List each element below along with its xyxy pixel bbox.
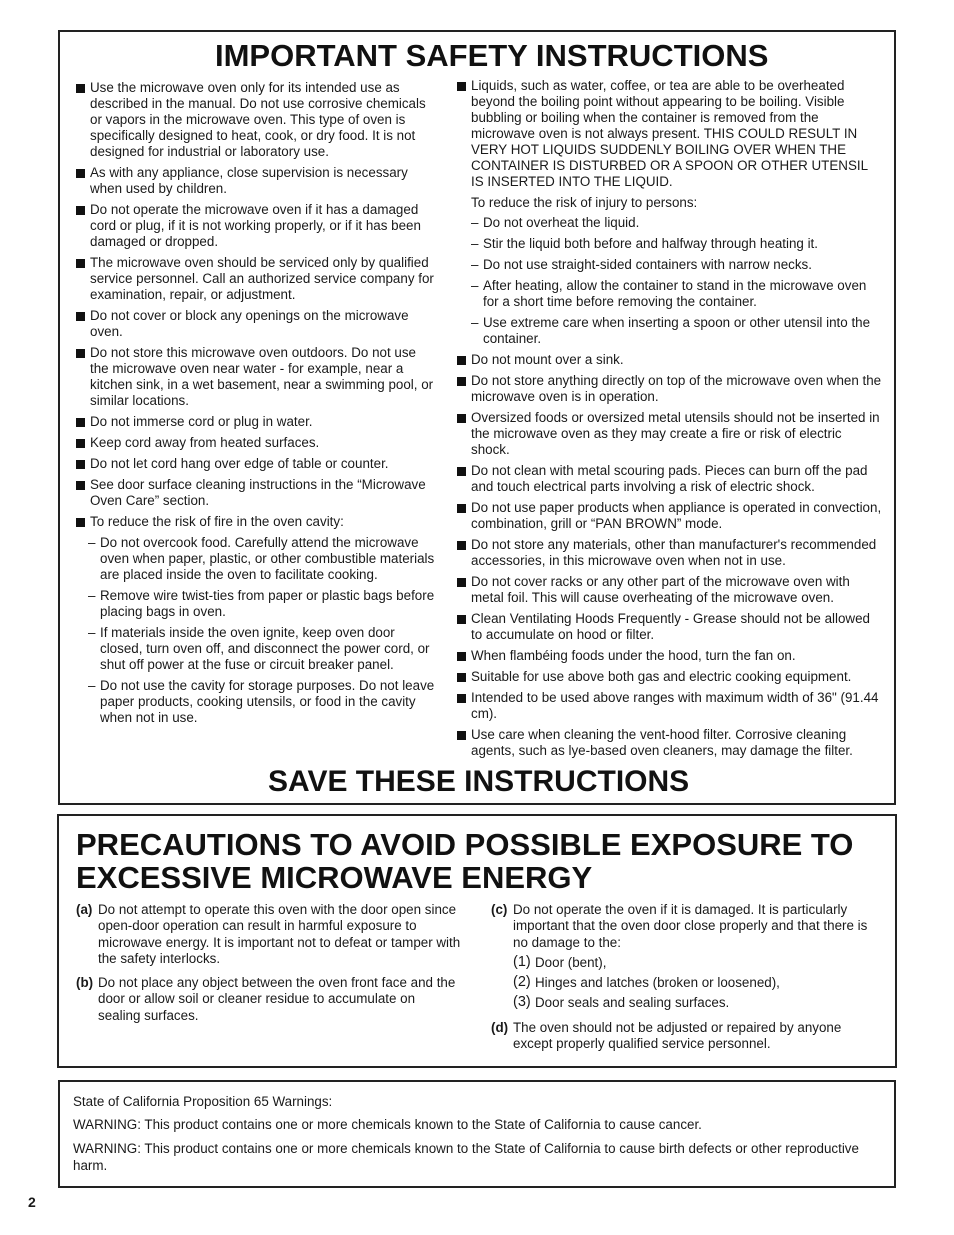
dash-bullet-icon: – <box>471 315 479 330</box>
square-bullet-icon <box>76 169 85 178</box>
dash-item-text: Use extreme care when inserting a spoon or other utensil into the container. <box>483 315 871 346</box>
list-item <box>457 690 882 722</box>
square-bullet-icon <box>457 377 466 386</box>
list-item <box>76 456 436 472</box>
list-item <box>76 165 436 197</box>
list-item-text: As with any appliance, close supervision is necessary when used by children. <box>90 165 408 196</box>
precaution-a-text: Do not attempt to operate this oven with the door open since open-door operation can result in harmful exposure to microwave energy. It is important not to defeat or tamper with the safety interlocks. <box>98 902 461 966</box>
square-bullet-icon <box>76 349 85 358</box>
sub-number: (2) <box>513 974 531 991</box>
precaution-b-label: (b) <box>76 975 94 991</box>
list-item <box>76 345 436 409</box>
sub-number: (1) <box>513 953 531 970</box>
list-item <box>457 410 882 458</box>
dash-item <box>88 588 436 620</box>
list-item-text: Do not store any materials, other than manufacturer's recommended accessories, in this microwave oven when not in use. <box>471 537 877 568</box>
square-bullet-icon <box>76 418 85 427</box>
precaution-c-sub-2 <box>513 975 876 991</box>
square-bullet-icon <box>457 467 466 476</box>
fire-risk-list <box>88 535 436 726</box>
list-item-text: Do not clean with metal scouring pads. Pieces can burn off the pad and touch electrical parts involving a risk of electric shock. <box>471 463 868 494</box>
list-item <box>457 648 882 664</box>
square-bullet-icon <box>457 356 466 365</box>
dash-bullet-icon: – <box>471 257 479 272</box>
dash-bullet-icon: – <box>88 588 96 603</box>
square-bullet-icon <box>76 481 85 490</box>
safety-instructions-box <box>58 30 896 805</box>
dash-item <box>88 625 436 673</box>
list-item-text: Do not let cord hang over edge of table or counter. <box>90 456 389 471</box>
square-bullet-icon <box>76 439 85 448</box>
square-bullet-icon <box>457 414 466 423</box>
dash-item <box>471 257 882 273</box>
liquids-text: Liquids, such as water, coffee, or tea are able to be overheated beyond the boiling point without appearing to be boiling. Visible bubbling or boiling when the container is removed from the microwave oven is not always present. THIS COULD RESULT IN VERY HOT LIQUIDS SUDDENLY BOILING OVER WHEN THE CONTAINER IS DISTURBED OR A SPOON OR OTHER UTENSIL IS INSERTED INTO THE LIQUID. <box>471 78 868 189</box>
precaution-a <box>76 902 461 967</box>
sub-text: Door (bent), <box>535 954 607 970</box>
dash-bullet-icon: – <box>88 625 96 640</box>
list-item <box>457 611 882 643</box>
square-bullet-icon <box>457 504 466 513</box>
list-item-text: When flambéing foods under the hood, turn the fan on. <box>471 648 796 663</box>
list-item <box>457 78 882 190</box>
list-item-text: Do not mount over a sink. <box>471 352 624 367</box>
list-item <box>457 373 882 405</box>
precaution-d-text: The oven should not be adjusted or repaired by anyone except properly qualified service personnel. <box>513 1019 842 1052</box>
square-bullet-icon <box>457 694 466 703</box>
prop65-warning-birth-defects: WARNING: This product contains one or more chemicals known to the State of California to cause birth defects or other reproductive harm. <box>73 1141 859 1173</box>
safety-left-list <box>76 80 436 530</box>
list-item-text: See door surface cleaning instructions in the “Microwave Oven Care” section. <box>90 477 426 508</box>
list-item-text: Use the microwave oven only for its intended use as described in the manual. Do not use corrosive chemicals or vapors in the microwave oven. This type of oven is specifically designed to heat, cook, or dry food. It is not designed for industrial or laboratory use. <box>90 80 426 159</box>
precautions-left-column <box>76 902 461 1032</box>
safety-right-list <box>457 352 882 759</box>
dash-item-text: Do not overcook food. Carefully attend the microwave oven when paper, plastic, or other combustible materials are placed inside the oven to facilitate cooking. <box>100 535 435 582</box>
dash-item-text: Stir the liquid both before and halfway through heating it. <box>483 236 818 251</box>
precautions-title <box>76 828 853 894</box>
dash-bullet-icon: – <box>471 278 479 293</box>
sub-text: Door seals and sealing surfaces. <box>535 995 730 1011</box>
precaution-c-sub-1 <box>513 955 876 971</box>
list-item <box>457 352 882 368</box>
dash-item <box>471 236 882 252</box>
dash-item-text: Do not use straight-sided containers with narrow necks. <box>483 257 812 272</box>
dash-bullet-icon: – <box>471 236 479 251</box>
square-bullet-icon <box>457 615 466 624</box>
prop65-box <box>58 1080 896 1188</box>
safety-title: IMPORTANT SAFETY INSTRUCTIONS <box>215 38 769 73</box>
list-item <box>457 537 882 569</box>
sub-number: (3) <box>513 994 531 1011</box>
list-item <box>457 727 882 759</box>
precautions-title-line1: PRECAUTIONS TO AVOID POSSIBLE EXPOSURE TO <box>76 827 854 862</box>
square-bullet-icon <box>76 84 85 93</box>
square-bullet-icon <box>76 518 85 527</box>
dash-item <box>471 278 882 310</box>
dash-item-text: If materials inside the oven ignite, keep oven door closed, turn oven off, and disconnect the power cord, or shut off power at the fuse or circuit breaker panel. <box>100 625 430 672</box>
list-item-text: Do not use paper products when appliance is operated in convection, combination, grill or “PAN BROWN” mode. <box>471 500 882 531</box>
list-item <box>457 669 882 685</box>
dash-item <box>88 678 436 726</box>
square-bullet-icon <box>457 652 466 661</box>
square-bullet-icon <box>76 206 85 215</box>
list-item-text: Use care when cleaning the vent-hood filter. Corrosive cleaning agents, such as lye-based oven cleaners, may damage the filter. <box>471 727 853 758</box>
page-number: 2 <box>28 1194 36 1210</box>
square-bullet-icon <box>457 731 466 740</box>
list-item <box>76 514 436 530</box>
list-item <box>76 477 436 509</box>
dash-bullet-icon: – <box>88 678 96 693</box>
list-item <box>76 202 436 250</box>
dash-item <box>471 315 882 347</box>
list-item <box>76 414 436 430</box>
precautions-box <box>57 814 897 1068</box>
square-bullet-icon <box>457 673 466 682</box>
precaution-d <box>491 1020 876 1053</box>
dash-item <box>88 535 436 583</box>
dash-item <box>471 215 882 231</box>
dash-item-text: After heating, allow the container to stand in the microwave oven for a short time before removing the container. <box>483 278 867 309</box>
liquids-list <box>457 78 882 190</box>
precaution-a-label: (a) <box>76 902 93 917</box>
list-item-text: Keep cord away from heated surfaces. <box>90 435 320 450</box>
prop65-warning-cancer: WARNING: This product contains one or more chemicals known to the State of California to cause cancer. <box>73 1117 702 1132</box>
square-bullet-icon <box>76 460 85 469</box>
precaution-c-label: (c) <box>491 902 508 917</box>
square-bullet-icon <box>457 82 466 91</box>
sub-text: Hinges and latches (broken or loosened), <box>535 975 780 991</box>
precaution-d-label: (d) <box>491 1019 509 1035</box>
dash-bullet-icon: – <box>88 535 96 550</box>
dash-item-text: Remove wire twist-ties from paper or plastic bags before placing bags in oven. <box>100 588 435 619</box>
list-item <box>457 500 882 532</box>
list-item-text: Intended to be used above ranges with maximum width of 36" (91.44 cm). <box>471 690 879 721</box>
list-item <box>76 255 436 303</box>
list-item <box>457 574 882 606</box>
precautions-right-column <box>491 902 876 1060</box>
list-item-text: Do not cover racks or any other part of the microwave oven with metal foil. This will cause overheating of the microwave oven. <box>471 574 850 605</box>
list-item-text: Do not cover or block any openings on the microwave oven. <box>90 308 409 339</box>
list-item-text: Clean Ventilating Hoods Frequently - Grease should not be allowed to accumulate on hood or filter. <box>471 611 870 642</box>
list-item-text: The microwave oven should be serviced only by qualified service personnel. Call an authorized service company for examination, repair, or adjustment. <box>90 255 434 302</box>
square-bullet-icon <box>76 312 85 321</box>
square-bullet-icon <box>76 259 85 268</box>
list-item-text: Oversized foods or oversized metal utensils should not be inserted in the microwave oven as they may create a fire or risk of electric shock. <box>471 410 880 457</box>
square-bullet-icon <box>457 578 466 587</box>
precaution-b-text: Do not place any object between the oven front face and the door or allow soil or cleaner residue to accumulate on sealing surfaces. <box>98 975 456 1023</box>
dash-bullet-icon: – <box>471 215 479 230</box>
list-item <box>457 463 882 495</box>
save-instructions-heading: SAVE THESE INSTRUCTIONS <box>268 765 690 798</box>
safety-left-column <box>76 80 436 731</box>
precaution-b <box>76 975 461 1024</box>
precaution-c <box>491 902 876 951</box>
dash-item-text: Do not use the cavity for storage purposes. Do not leave paper products, cooking utensils, or food in the cavity when not in use. <box>100 678 435 725</box>
list-item-text: Suitable for use above both gas and electric cooking equipment. <box>471 669 852 684</box>
list-item <box>76 308 436 340</box>
safety-right-column <box>457 78 882 764</box>
precaution-c-sub-3 <box>513 995 876 1011</box>
list-item-text: Do not immerse cord or plug in water. <box>90 414 313 429</box>
liquids-dash-list <box>471 215 882 347</box>
precaution-c-text: Do not operate the oven if it is damaged. It is particularly important that the oven door close properly and that there is no damage to the: <box>513 902 868 950</box>
square-bullet-icon <box>457 541 466 550</box>
list-item-text: To reduce the risk of fire in the oven cavity: <box>90 514 344 529</box>
liquids-intro: To reduce the risk of injury to persons: <box>471 195 698 210</box>
list-item-text: Do not operate the microwave oven if it has a damaged cord or plug, if it is not working properly, or if it has been damaged or dropped. <box>90 202 421 249</box>
dash-item-text: Do not overheat the liquid. <box>483 215 640 230</box>
list-item-text: Do not store anything directly on top of the microwave oven when the microwave oven is in operation. <box>471 373 882 404</box>
list-item-text: Do not store this microwave oven outdoors. Do not use the microwave oven near water - for example, near a kitchen sink, in a wet basement, near a swimming pool, or similar locations. <box>90 345 434 408</box>
precautions-title-line2: EXCESSIVE MICROWAVE ENERGY <box>76 860 593 895</box>
prop65-heading: State of California Proposition 65 Warnings: <box>73 1094 333 1109</box>
list-item <box>76 435 436 451</box>
list-item <box>76 80 436 160</box>
